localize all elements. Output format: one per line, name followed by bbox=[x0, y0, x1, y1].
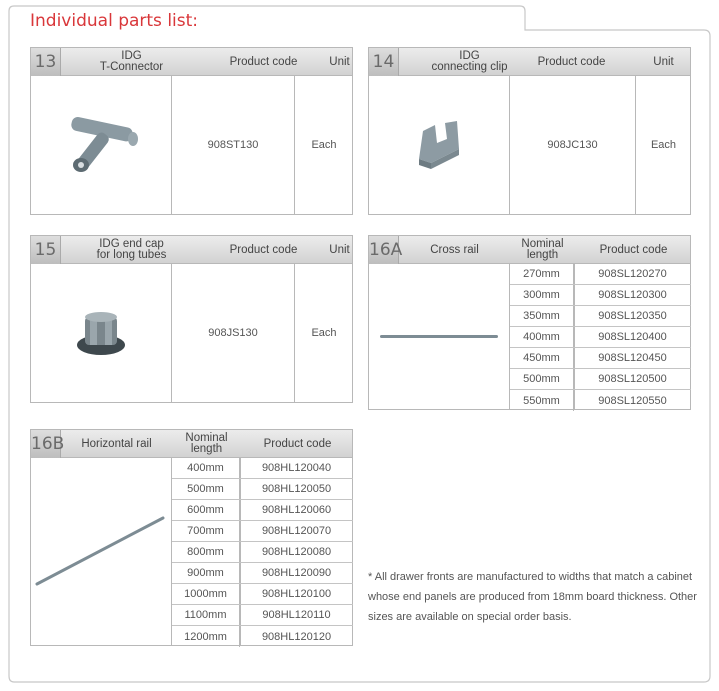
part-card-15 bbox=[30, 235, 353, 403]
t-connector-icon bbox=[61, 110, 141, 180]
length-header: Nominal length bbox=[185, 432, 228, 455]
table-row: 1000mm 908HL120100 bbox=[172, 584, 353, 605]
part-card-13 bbox=[30, 47, 353, 215]
length-header: Nominal length bbox=[521, 238, 564, 261]
table-row: 1100mm 908HL120110 bbox=[172, 605, 353, 626]
code-header: Product code bbox=[229, 55, 298, 68]
table-row: 500mm 908SL120500 bbox=[510, 369, 691, 390]
code-header: Product code bbox=[537, 55, 606, 68]
part-name: IDG connecting clip bbox=[431, 50, 508, 73]
end-cap-icon bbox=[71, 303, 131, 363]
table-row: 500mm 908HL120050 bbox=[172, 479, 353, 500]
part-image bbox=[31, 458, 171, 645]
part-image bbox=[369, 76, 509, 214]
unit-header: Unit bbox=[329, 243, 350, 256]
product-code: 908JC130 bbox=[547, 139, 598, 151]
table-row: 400mm 908HL120040 bbox=[172, 458, 353, 479]
code-header: Product code bbox=[599, 243, 668, 256]
code-header: Product code bbox=[263, 437, 332, 450]
part-card-14 bbox=[368, 47, 691, 215]
part-number: 16B bbox=[31, 430, 61, 458]
footnote: * All drawer fronts are manufactured to widths that match a cabinet whose end panels are produced from 18mm board thickness. Other sizes are available on special order basis. bbox=[368, 571, 697, 623]
table-row: 270mm 908SL120270 bbox=[510, 264, 691, 285]
connecting-clip-icon bbox=[409, 115, 469, 175]
table-row: 900mm 908HL120090 bbox=[172, 563, 353, 584]
unit-value: Each bbox=[311, 327, 337, 339]
horizontal-rail-icon bbox=[31, 512, 171, 592]
part-image bbox=[369, 264, 509, 409]
table-row: 400mm 908SL120400 bbox=[510, 327, 691, 348]
table-row: 800mm 908HL120080 bbox=[172, 542, 353, 563]
page-title: Individual parts list: bbox=[30, 11, 199, 31]
code-header: Product code bbox=[229, 243, 298, 256]
part-number: 15 bbox=[31, 236, 61, 264]
table-row: 600mm 908HL120060 bbox=[172, 500, 353, 521]
table-row: 550mm 908SL120550 bbox=[510, 390, 691, 411]
part-name: Cross rail bbox=[430, 243, 479, 256]
part-number: 16A bbox=[369, 236, 399, 264]
table-row: 450mm 908SL120450 bbox=[510, 348, 691, 369]
table-row: 700mm 908HL120070 bbox=[172, 521, 353, 542]
part-name: Horizontal rail bbox=[81, 437, 152, 450]
unit-value: Each bbox=[311, 139, 337, 151]
table-row: 350mm 908SL120350 bbox=[510, 306, 691, 327]
unit-header: Unit bbox=[653, 55, 674, 68]
part-image bbox=[31, 264, 171, 402]
part-image bbox=[31, 76, 171, 214]
product-code: 908ST130 bbox=[207, 139, 259, 151]
cross-rail-icon bbox=[374, 327, 504, 347]
part-card-16a bbox=[368, 235, 691, 410]
table-row: 1200mm 908HL120120 bbox=[172, 626, 353, 647]
part-number: 14 bbox=[369, 48, 399, 76]
part-number: 13 bbox=[31, 48, 61, 76]
unit-header: Unit bbox=[329, 55, 350, 68]
product-code: 908JS130 bbox=[208, 327, 258, 339]
part-name: IDG T-Connector bbox=[99, 50, 164, 73]
part-card-16b bbox=[30, 429, 353, 646]
unit-value: Each bbox=[650, 139, 677, 151]
table-row: 300mm 908SL120300 bbox=[510, 285, 691, 306]
part-name: IDG end cap for long tubes bbox=[96, 238, 167, 261]
